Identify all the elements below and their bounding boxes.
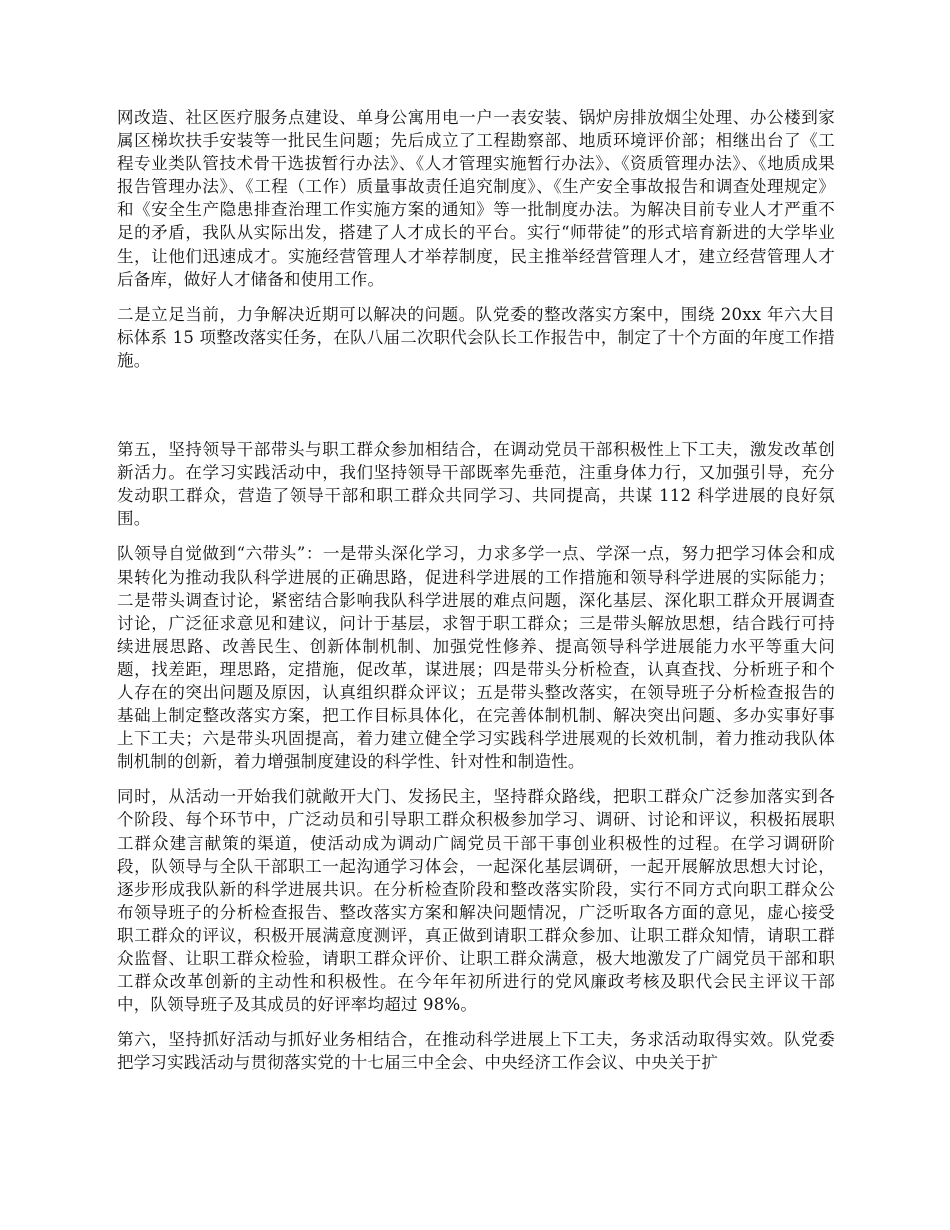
paragraph-2: 二是立足当前，力争解决近期可以解决的问题。队党委的整改落实方案中，围绕 20xx 年六大目标体系 15 项整改落实任务，在队八届二次职代会队长工作报告中，制定了十个方面的年度工作措施。 [117, 304, 835, 370]
paragraph-5: 同时，从活动一开始我们就敞开大门、发扬民主，坚持群众路线，把职工群众广泛参加落实到各个阶段、每个环节中，广泛动员和引导职工群众积极参加学习、调研、讨论和评议，积极拓展职工群众建言献策的渠道，使活动成为调动广阔党员干部干事创业积极性的过程。在学习调研阶段，队领导与全队干部职工一起沟通学习体会，一起深化基层调研，一起开展解放思想大讨论，逐步形成我队新的科学进展共识。在分析检查阶段和整改落实阶段，实行不同方式向职工群众公布领导班子的分析检查报告、整改落实方案和解决问题情况，广泛听取各方面的意见，虚心接受职工群众的评议，积极开展满意度测评，真正做到请职工群众参加、让职工群众知情，请职工群众监督、让职工群众检验，请职工群众评价、让职工群众满意，极大地激发了广阔党员干部和职工群众改革创新的主动性和积极性。在今年年初所进行的党风廉政考核及职代会民主评议干部中，队领导班子及其成员的好评率均超过 98%。 [117, 787, 835, 1015]
paragraph-3: 第五，坚持领导干部带头与职工群众参加相结合，在调动党员干部积极性上下工夫，激发改革创新活力。在学习实践活动中，我们坚持领导干部既率先垂范，注重身体力行，又加强引导，充分发动职工群众，营造了领导干部和职工群众共同学习、共同提高，共谋 112 科学进展的良好氛围。 [117, 440, 835, 529]
paragraph-4: 队领导自觉做到“六带头”：一是带头深化学习，力求多学一点、学深一点，努力把学习体会和成果转化为推动我队科学进展的正确思路，促进科学进展的工作措施和领导科学进展的实际能力；二是带头调查讨论，紧密结合影响我队科学进展的难点问题，深化基层、深化职工群众开展调查讨论，广泛征求意见和建议，问计于基层，求智于职工群众；三是带头解放思想，结合践行可持续进展思路、改善民生、创新体制机制、加强党性修养、提高领导科学进展能力水平等重大问题，找差距，理思路，定措施，促改革，谋进展；四是带头分析检查，认真查找、分析班子和个人存在的突出问题及原因，认真组织群众评议；五是带头整改落实，在领导班子分析检查报告的基础上制定整改落实方案，把工作目标具体化，在完善体制机制、解决突出问题、多办实事好事上下工夫；六是带头巩固提高，着力建立健全学习实践科学进展观的长效机制，着力推动我队体制机制的创新，着力增强制度建设的科学性、针对性和制造性。 [117, 544, 835, 772]
section-spacer [117, 384, 835, 438]
paragraph-6: 第六，坚持抓好活动与抓好业务相结合，在推动科学进展上下工夫，务求活动取得实效。队党委把学习实践活动与贯彻落实党的十七届三中全会、中央经济工作会议、中央关于扩 [117, 1030, 835, 1073]
paragraph-1: 网改造、社区医疗服务点建设、单身公寓用电一户一表安装、锅炉房排放烟尘处理、办公楼到家属区梯坎扶手安装等一批民生问题；先后成立了工程勘察部、地质环境评价部；相继出台了《工程专业类队管技术骨干选拔暂行办法》、《人才管理实施暂行办法》、《资质管理办法》、《地质成果报告管理办法》、《工程（工作）质量事故责任追究制度》、《生产安全事故报告和调查处理规定》和《安全生产隐患排查治理工作实施方案的通知》等一批制度办法。为解决目前专业人才严重不足的矛盾，我队从实际出发，搭建了人才成长的平台。实行“师带徒”的形式培育新进的大学毕业生，让他们迅速成才。实施经营管理人才举荐制度，民主推举经营管理人才，建立经营管理人才后备库，做好人才储备和使用工作。 [117, 108, 835, 289]
document-body [117, 106, 835, 1086]
